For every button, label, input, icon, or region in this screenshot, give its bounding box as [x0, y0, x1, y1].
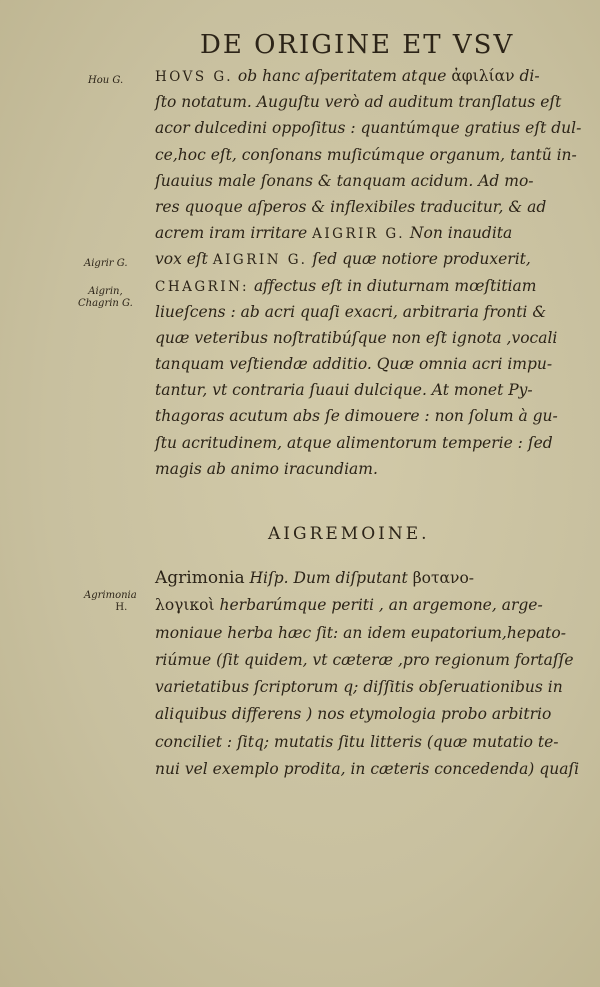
text-line: [155, 592, 575, 619]
text-line: conciliet : ſitq; mutatis ſitu litteris (quæ mutatio te-: [155, 732, 559, 751]
text-line: [155, 63, 575, 89]
greek-word: βοτανο-: [412, 569, 475, 587]
text-fragment: ob hanc aſperitatem atque: [233, 67, 452, 85]
text-line: [155, 565, 575, 592]
greek-word: λογικοὶ: [155, 596, 215, 615]
text-line: [155, 220, 575, 246]
text-line: varietatibus ſcriptorum q; diſſitis obſeruationibus in: [155, 678, 563, 697]
text-line: thagoras acutum abs ſe dimouere : non ſolum à gu-: [155, 407, 558, 426]
margin-note-agrimonia-line1: Agrimonia: [84, 590, 137, 601]
text-fragment: ſed quæ notiore produxerit,: [307, 250, 531, 269]
text-fragment: Hiſp. Dum diſputant: [244, 569, 413, 587]
margin-note-houx: Hou G.: [88, 75, 124, 86]
text-fragment: herbarúmque periti , an argemone, arge-: [214, 596, 543, 615]
margin-note-agrimonia: [84, 590, 137, 614]
text-fragment: di-: [514, 67, 540, 85]
text-line: liueſcens : ab acri quaſi exacri, arbitraria fronti &: [155, 302, 547, 321]
text-line: ſto notatum. Auguſtu verò ad auditum tranſlatus eſt: [155, 93, 562, 112]
keyword-aigrin: AIGRIN G.: [212, 252, 308, 269]
greek-word: ἀφιλίαν: [451, 67, 515, 85]
text-fragment: Non inaudita: [405, 224, 513, 243]
text-line: ſuauius male ſonans & tanquam acidum. Ad mo-: [155, 171, 534, 190]
keyword-hous: HOVS G.: [155, 69, 233, 85]
section-title: AIGREMOINE.: [268, 524, 430, 544]
text-line: magis ab animo iracundiam.: [155, 459, 378, 478]
text-line: [155, 246, 575, 272]
text-line: nui vel exemplo prodita, in cæteris concedenda) quaſi: [155, 760, 580, 779]
margin-note-aigrin-line1: Aigrin,: [88, 286, 123, 297]
running-head: DE ORIGINE ET VSV: [200, 30, 515, 60]
text-line: res quoque aſperos & inflexibiles traducitur, & ad: [155, 197, 547, 216]
text-line: acor dulcedini oppoſitus : quantúmque gratius eſt dul-: [155, 119, 582, 138]
margin-note-agrimonia-line2: H.: [115, 602, 128, 613]
text-line: ce,hoc eſt, conſonans muſicúmque organum, tantũ in-: [155, 145, 577, 164]
text-line: tanquam veſtiendæ additio. Quæ omnia acri impu-: [155, 355, 553, 374]
lead-word: Agrimonia: [155, 568, 245, 588]
text-block-agrimonia: [155, 565, 580, 783]
text-fragment: acrem iram irritare: [155, 224, 313, 243]
text-line: aliquibus differens ) nos etymologia probo arbitrio: [155, 705, 552, 724]
text-line: ſtu acritudinem, atque alimentorum temperie : ſed: [155, 433, 553, 452]
text-line: quæ veteribus noſtratibúſque non eſt ignota ,vocali: [155, 328, 558, 347]
text-line: riúmue (ſit quidem, vt cæteræ ,pro regionum fortaſſe: [155, 650, 574, 669]
margin-note-aigrir: Aigrir G.: [84, 258, 128, 269]
keyword-aigrir: AIGRIR G.: [312, 226, 405, 243]
text-line: [155, 273, 575, 299]
text-line: tantur, vt contraria ſuaui dulcique. At monet Py-: [155, 381, 533, 400]
text-block-hous: [155, 63, 582, 482]
text-fragment: affectus eſt in diuturnam mœſtitiam: [249, 276, 537, 295]
text-fragment: vox eſt: [155, 250, 213, 269]
keyword-chagrin: CHAGRIN:: [155, 278, 250, 295]
margin-note-aigrin-line2: Chagrin G.: [78, 298, 133, 309]
text-line: moniaue herba hæc ſit: an idem eupatorium,hepato-: [155, 623, 566, 642]
margin-note-aigrin: [78, 286, 133, 310]
